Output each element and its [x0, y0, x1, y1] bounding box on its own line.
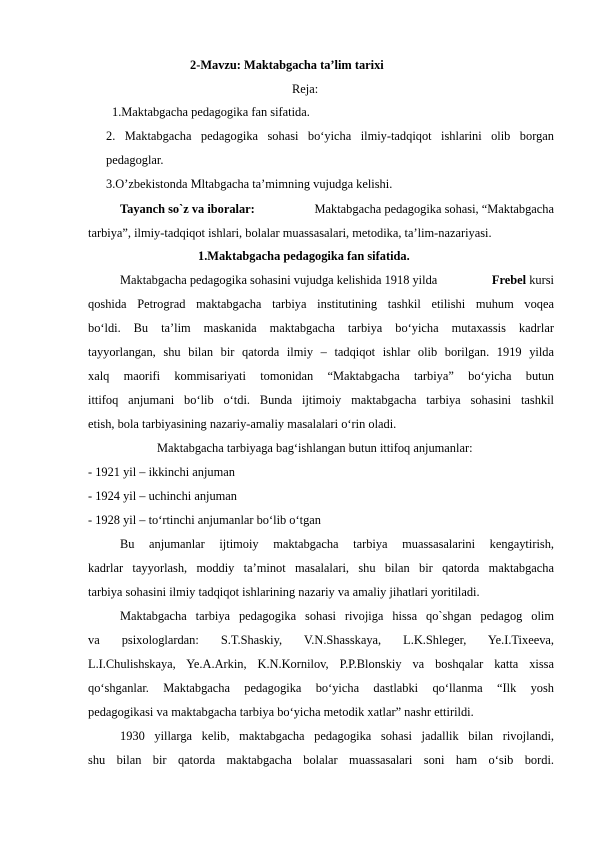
paragraph-1-line-1 [120, 273, 554, 288]
keywords-text-1: Maktabgacha pedagogika sohasi, “Maktabgacha [314, 202, 554, 216]
p1-text-b: kursi [529, 273, 554, 287]
paragraph-3-line: qo‘shganlar. Maktabgacha pedagogika bo‘yicha dastlabki qo‘llanma “Ilk yosh [88, 681, 554, 695]
document-title: 2-Mavzu: Maktabgacha ta’lim tarixi [190, 58, 384, 72]
paragraph-4-line: 1930 yillarga kelib, maktabgacha pedagogika sohasi jadallik bilan rivojlandi, [120, 729, 554, 743]
paragraph-1-line: bo‘ldi. Bu ta’lim maskanida maktabgacha tarbiya bo‘yicha mutaxassis kadrlar [88, 321, 554, 335]
paragraph-3-line: Maktabgacha tarbiya pedagogika sohasi rivojiga hissa qo`shgan pedagog olim [120, 609, 554, 623]
paragraph-2-line: kadrlar tayyorlash, moddiy ta’minot masalalari, shu bilan bir qatorda maktabgacha [88, 561, 554, 575]
keywords-line-2: tarbiya”, ilmiy-tadqiqot ishlari, bolalar muassasalari, metodika, ta’lim-nazariyasi. [88, 226, 492, 240]
p1-text-a: Maktabgacha pedagogika sohasini vujudga kelishida 1918 yilda [120, 273, 438, 287]
conference-item: - 1924 yil – uchinchi anjuman [88, 489, 238, 503]
plan-item-1: 1.Maktabgacha pedagogika fan sifatida. [112, 105, 310, 119]
plan-item-2: 2. Maktabgacha pedagogika sohasi bo‘yicha ilmiy-tadqiqot ishlarini olib borgan [106, 129, 554, 143]
paragraph-1-line: xalq maorifi kommisariyati tomonidan “Maktabgacha tarbiya” bo‘yicha butun [88, 369, 554, 383]
paragraph-4-line: shu bilan bir qatorda maktabgacha bolalar muassasalari soni ham o‘sib bordi. [88, 753, 554, 767]
plan-item-3: 3.O’zbekistonda Mltabgacha ta’mimning vujudga kelishi. [106, 177, 393, 191]
paragraph-2-last-line: tarbiya sohasini ilmiy tadqiqot ishlarining nazariy va amaliy jihatlari yoritiladi. [88, 585, 480, 599]
keywords-line-1 [120, 202, 554, 217]
conference-item: - 1921 yil – ikkinchi anjuman [88, 465, 235, 479]
paragraph-1-line: tayyorlangan, shu bilan bir qatorda ilmiy – tadqiqot ishlar olib borilgan. 1919 yilda [88, 345, 554, 359]
conferences-heading: Maktabgacha tarbiyaga bag‘ishlangan butun ittifoq anjumanlar: [157, 441, 473, 455]
paragraph-3-line: L.I.Chulishskaya, Ye.A.Arkin, K.N.Kornilov, P.P.Blonskiy va boshqalar katta xissa [88, 657, 554, 671]
conference-item: - 1928 yil – to‘rtinchi anjumanlar bo‘lib o‘tgan [88, 513, 321, 527]
keywords-label: Tayanch so`z va iboralar: [120, 202, 255, 216]
paragraph-1-line: ittifoq anjumani bo‘lib o‘tdi. Bunda ijtimoiy maktabgacha tarbiya sohasini tashkil [88, 393, 554, 407]
paragraph-2-line: Bu anjumanlar ijtimoiy maktabgacha tarbiya muassasalarini kengaytirish, [120, 537, 554, 551]
section-1-heading: 1.Maktabgacha pedagogika fan sifatida. [198, 249, 410, 263]
plan-item-2-cont: pedagoglar. [106, 153, 164, 167]
plan-heading: Reja: [292, 82, 319, 96]
paragraph-3-last-line: pedagogikasi va maktabgacha tarbiya bo‘yicha metodik xatlar” nashr ettirildi. [88, 705, 474, 719]
p1-bold-frebel: Frebel [491, 273, 527, 287]
paragraph-3-line: va psixologlardan: S.T.Shaskiy, V.N.Shasskaya, L.K.Shleger, Ye.I.Tixeeva, [88, 633, 554, 647]
paragraph-1-last-line: etish, bola tarbiyasining nazariy-amaliy masalalari o‘rin oladi. [88, 417, 397, 431]
paragraph-1-line: qoshida Petrograd maktabgacha tarbiya institutining tashkil etilishi muhum voqea [88, 297, 554, 311]
